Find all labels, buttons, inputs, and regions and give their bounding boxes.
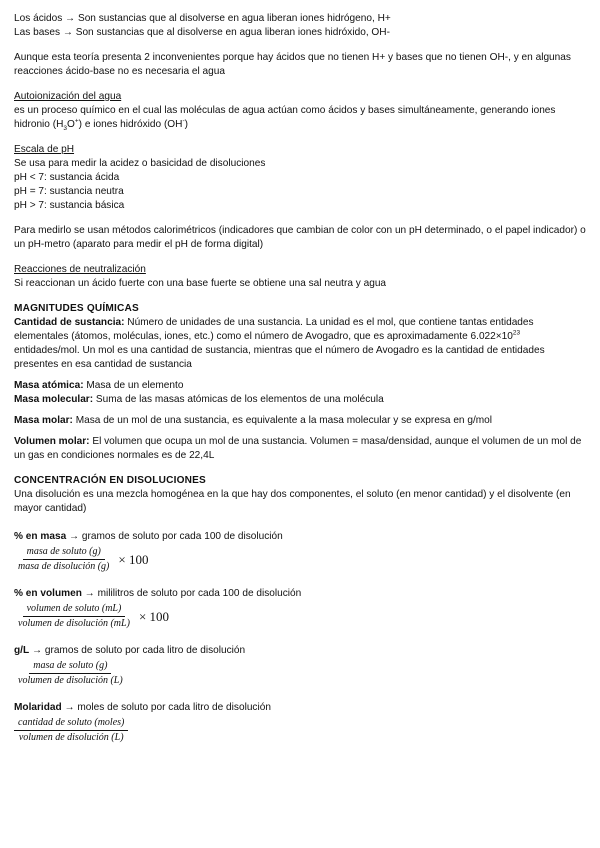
neutralization-title: Reacciones de neutralización: [14, 264, 146, 275]
fraction-numerator: volumen de soluto (mL): [23, 603, 126, 617]
ph-item-acid: pH < 7: sustancia ácida: [14, 172, 120, 183]
gl-line: g/L → gramos de soluto por cada litro de disolución: [14, 645, 246, 656]
base-definition: Las bases → Son sustancias que al disolverse en agua liberan iones hidróxido, OH-: [14, 27, 390, 38]
magnitudes-heading: MAGNITUDES QUÍMICAS: [14, 303, 139, 314]
cantidad-sustancia: Cantidad de sustancia: Número de unidades de una sustancia. La unidad es el mol, que contiene tantas entidades elementales (átomos, moléculas, iones, etc.) como el número de Avogadro, que es aproximadamente $6.022\times 10^{23}$ entidades/mol. Un mol es una cantidad de sustancia, mientras que el número de Avogadro es la cantidad de entidades presentes en esa cantidad de sustancia: [14, 317, 545, 370]
volumen-molar: Volumen molar: El volumen que ocupa un mol de una sustancia. Volumen = masa/densidad, aunque el volumen de un mol de un gas en condiciones normales es de 22,4L: [14, 436, 582, 461]
concentracion-intro: Una disolución es una mezcla homogénea en la que hay dos componentes, el soluto (en menor cantidad) y el disolvente (en mayor cantidad): [14, 489, 571, 514]
autoionization-title: Autoionización del agua: [14, 91, 122, 102]
ph-item-basic: pH > 7: sustancia básica: [14, 200, 125, 211]
fraction-numerator: masa de soluto (g): [29, 660, 111, 674]
percent-volume-formula: [14, 603, 588, 630]
theory-note: Aunque esta teoría presenta 2 inconvenientes porque hay ácidos que no tienen H+ y bases que no tienen OH-, y en algunas reacciones ácido-base no es necesaria el agua: [14, 52, 571, 77]
fraction-denominator: volumen de disolución (L): [18, 732, 124, 743]
fraction-numerator: cantidad de soluto (moles): [14, 717, 128, 731]
neutralization-text: Si reaccionan un ácido fuerte con una base fuerte se obtiene una sal neutra y agua: [14, 278, 387, 289]
fraction-denominator: volumen de disolución (L): [18, 675, 123, 686]
fraction-denominator: masa de disolución (g): [18, 561, 110, 572]
times-100: × 100: [138, 608, 170, 624]
document-page: [14, 12, 588, 744]
times-100: × 100: [118, 551, 149, 567]
masa-molar: Masa molar: Masa de un mol de una sustancia, es equivalente a la masa molecular y se expresa en g/mol: [14, 415, 493, 426]
acid-definition: Los ácidos → Son sustancias que al disolverse en agua liberan iones hidrógeno, H+: [14, 13, 391, 24]
percent-mass-line: % en masa → gramos de soluto por cada 100 de disolución: [14, 531, 283, 542]
concentracion-heading: CONCENTRACIÓN EN DISOLUCIONES: [14, 475, 206, 486]
autoionization-text: es un proceso químico en el cual las moléculas de agua actúan como ácidos y bases simultáneamente, generando iones hidronio $(H_3O^+)$ e iones hidróxido (OH-): [14, 105, 556, 133]
percent-mass-formula: [14, 546, 588, 573]
molaridad-formula: [14, 717, 588, 744]
masa-atomica: Masa atómica: Masa de un elemento: [14, 380, 184, 391]
ph-scale-title: Escala de pH: [14, 144, 75, 155]
ph-scale-intro: Se usa para medir la acidez o basicidad de disoluciones: [14, 158, 266, 169]
masa-molecular: Masa molecular: Suma de las masas atómicas de los elementos de una molécula: [14, 394, 384, 405]
percent-volume-line: % en volumen → mililitros de soluto por cada 100 de disolución: [14, 588, 302, 599]
gl-formula: [14, 660, 588, 687]
fraction-numerator: masa de soluto (g): [23, 546, 105, 560]
fraction-denominator: volumen de disolución (mL): [18, 618, 130, 629]
molaridad-line: Molaridad → moles de soluto por cada litro de disolución: [14, 702, 271, 713]
ph-item-neutral: pH = 7: sustancia neutra: [14, 186, 124, 197]
measurement-text: Para medirlo se usan métodos calorimétricos (indicadores que cambian de color con un pH determinado, o el papel indicador) o un pH-metro (aparato para medir el pH de forma digital): [14, 225, 586, 250]
